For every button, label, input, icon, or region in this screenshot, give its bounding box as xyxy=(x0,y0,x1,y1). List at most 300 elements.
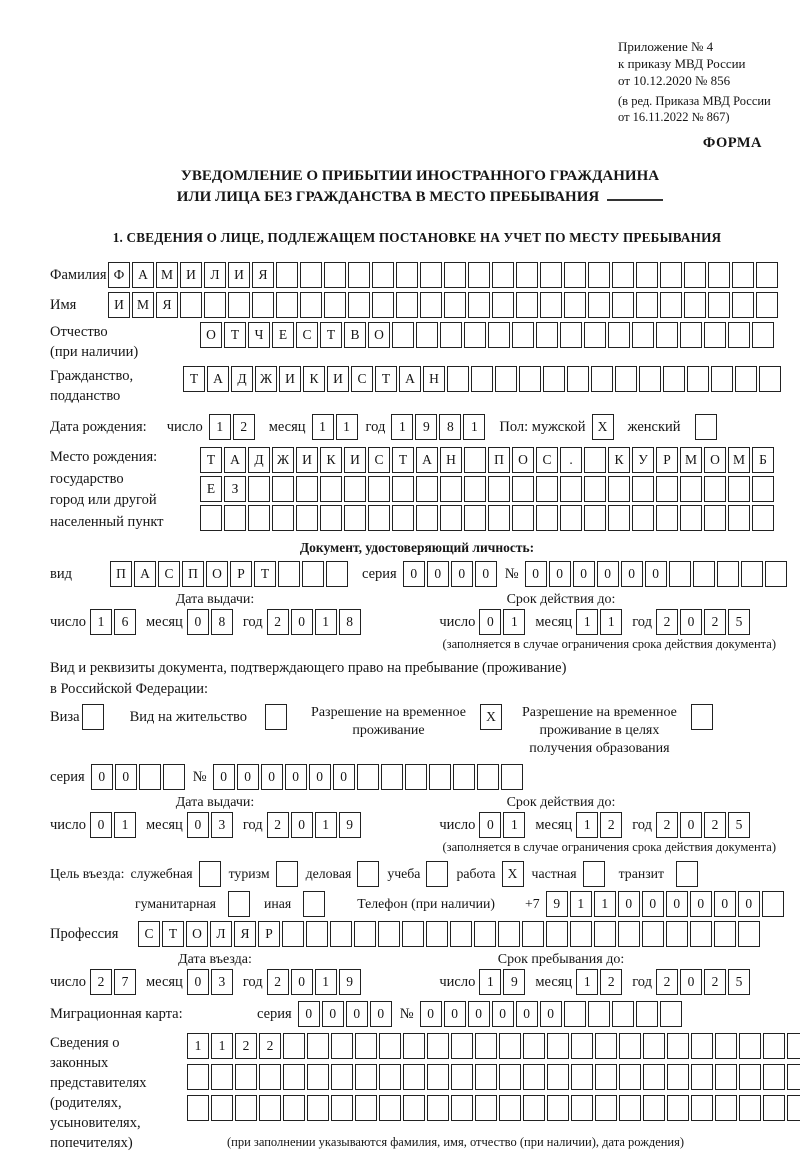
name-cell[interactable] xyxy=(204,292,226,318)
birth-month-cell[interactable]: 1 xyxy=(312,414,334,440)
migcard-number-cell[interactable]: 0 xyxy=(540,1001,562,1027)
representatives-cell[interactable] xyxy=(691,1064,713,1090)
iddoc-type-cell[interactable]: П xyxy=(182,561,204,587)
representatives-cell[interactable] xyxy=(547,1095,569,1121)
surname-cell[interactable] xyxy=(516,262,538,288)
profession-cell[interactable] xyxy=(714,921,736,947)
entry-month-cell[interactable]: 3 xyxy=(211,969,233,995)
birthplace-cell[interactable]: М xyxy=(680,447,702,473)
patronymic-cell[interactable] xyxy=(704,322,726,348)
birthplace-cell[interactable]: У xyxy=(632,447,654,473)
surname-cell[interactable] xyxy=(420,262,442,288)
iddoc-valid-day-cell[interactable]: 0 xyxy=(479,609,501,635)
sex-male-checkbox-cell[interactable]: X xyxy=(592,414,614,440)
iddoc-series-cell[interactable]: 0 xyxy=(427,561,449,587)
migcard-number-cell[interactable]: 0 xyxy=(444,1001,466,1027)
surname-cell[interactable]: И xyxy=(228,262,250,288)
visa-checkbox-cell[interactable] xyxy=(82,704,104,730)
surname-cell[interactable] xyxy=(660,262,682,288)
stay-month-cell[interactable]: 2 xyxy=(600,969,622,995)
permit-number-cell[interactable]: 0 xyxy=(213,764,235,790)
representatives-cell[interactable] xyxy=(571,1064,593,1090)
permit-issue-year-cell[interactable]: 2 xyxy=(267,812,289,838)
representatives-cell[interactable]: 1 xyxy=(211,1033,233,1059)
iddoc-type-cell[interactable]: П xyxy=(110,561,132,587)
birthplace-cell[interactable]: Н xyxy=(440,447,462,473)
surname-cell[interactable] xyxy=(324,262,346,288)
representatives-cell[interactable] xyxy=(739,1095,761,1121)
permit-number-cell[interactable] xyxy=(501,764,523,790)
migcard-series-cell[interactable]: 0 xyxy=(298,1001,320,1027)
birth-day-cell[interactable]: 2 xyxy=(233,414,255,440)
purpose-other-checkbox-cell[interactable] xyxy=(303,891,325,917)
profession-cell[interactable] xyxy=(306,921,328,947)
purpose-transit-checkbox-cell[interactable] xyxy=(676,861,698,887)
residence-checkbox-cell[interactable] xyxy=(265,704,287,730)
citizenship-cell[interactable] xyxy=(495,366,517,392)
birthplace-cell[interactable] xyxy=(728,476,750,502)
representatives-cell[interactable] xyxy=(379,1033,401,1059)
purpose-official-checkbox-cell[interactable] xyxy=(199,861,221,887)
representatives-cell[interactable] xyxy=(211,1095,233,1121)
permit-issue-day-cell[interactable]: 0 xyxy=(90,812,112,838)
surname-cell[interactable] xyxy=(756,262,778,288)
representatives-cell[interactable] xyxy=(379,1095,401,1121)
representatives-cell[interactable] xyxy=(715,1095,737,1121)
birthplace-cell[interactable] xyxy=(584,447,606,473)
representatives-cell[interactable] xyxy=(715,1033,737,1059)
iddoc-number-cell[interactable]: 0 xyxy=(597,561,619,587)
patronymic-cell[interactable] xyxy=(488,322,510,348)
profession-cell[interactable] xyxy=(570,921,592,947)
representatives-cell[interactable] xyxy=(763,1033,785,1059)
birthplace-cell[interactable]: И xyxy=(344,447,366,473)
profession-cell[interactable] xyxy=(426,921,448,947)
birthplace-cell[interactable] xyxy=(464,476,486,502)
representatives-cell[interactable] xyxy=(595,1095,617,1121)
citizenship-cell[interactable] xyxy=(687,366,709,392)
representatives-cell[interactable] xyxy=(595,1033,617,1059)
surname-cell[interactable] xyxy=(300,262,322,288)
migcard-series-cell[interactable]: 0 xyxy=(346,1001,368,1027)
representatives-cell[interactable] xyxy=(523,1033,545,1059)
permit-valid-month-cell[interactable]: 1 xyxy=(576,812,598,838)
birthplace-cell[interactable]: С xyxy=(368,447,390,473)
entry-day-cell[interactable]: 7 xyxy=(114,969,136,995)
permit-issue-year-cell[interactable]: 0 xyxy=(291,812,313,838)
birthplace-cell[interactable] xyxy=(368,505,390,531)
permit-number-cell[interactable]: 0 xyxy=(333,764,355,790)
name-cell[interactable] xyxy=(612,292,634,318)
birthplace-cell[interactable]: З xyxy=(224,476,246,502)
birthplace-cell[interactable] xyxy=(656,505,678,531)
name-cell[interactable] xyxy=(588,292,610,318)
birthplace-cell[interactable] xyxy=(200,505,222,531)
phone-cell[interactable]: 9 xyxy=(546,891,568,917)
representatives-cell[interactable] xyxy=(523,1095,545,1121)
phone-cell[interactable]: 0 xyxy=(690,891,712,917)
profession-cell[interactable] xyxy=(618,921,640,947)
iddoc-number-cell[interactable] xyxy=(669,561,691,587)
citizenship-cell[interactable]: Н xyxy=(423,366,445,392)
iddoc-type-cell[interactable]: О xyxy=(206,561,228,587)
representatives-cell[interactable] xyxy=(475,1095,497,1121)
iddoc-series-cell[interactable]: 0 xyxy=(475,561,497,587)
birthplace-cell[interactable] xyxy=(464,447,486,473)
birthplace-cell[interactable]: Б xyxy=(752,447,774,473)
name-cell[interactable] xyxy=(636,292,658,318)
birthplace-cell[interactable] xyxy=(560,476,582,502)
citizenship-cell[interactable]: К xyxy=(303,366,325,392)
representatives-cell[interactable] xyxy=(667,1033,689,1059)
citizenship-cell[interactable] xyxy=(519,366,541,392)
migcard-number-cell[interactable] xyxy=(612,1001,634,1027)
birthplace-cell[interactable] xyxy=(296,505,318,531)
iddoc-series-cell[interactable]: 0 xyxy=(451,561,473,587)
patronymic-cell[interactable] xyxy=(632,322,654,348)
representatives-cell[interactable] xyxy=(787,1064,800,1090)
patronymic-cell[interactable] xyxy=(584,322,606,348)
birthplace-cell[interactable] xyxy=(680,505,702,531)
migcard-number-cell[interactable] xyxy=(588,1001,610,1027)
birthplace-cell[interactable]: Е xyxy=(200,476,222,502)
purpose-private-checkbox-cell[interactable] xyxy=(583,861,605,887)
representatives-cell[interactable] xyxy=(187,1095,209,1121)
patronymic-cell[interactable] xyxy=(728,322,750,348)
birthplace-cell[interactable] xyxy=(296,476,318,502)
surname-cell[interactable] xyxy=(684,262,706,288)
permit-series-cell[interactable] xyxy=(139,764,161,790)
permit-number-cell[interactable] xyxy=(357,764,379,790)
birthplace-cell[interactable] xyxy=(368,476,390,502)
representatives-cell[interactable] xyxy=(307,1064,329,1090)
purpose-tourism-checkbox-cell[interactable] xyxy=(276,861,298,887)
birthplace-cell[interactable] xyxy=(272,505,294,531)
surname-cell[interactable] xyxy=(468,262,490,288)
birthplace-cell[interactable] xyxy=(440,476,462,502)
name-cell[interactable] xyxy=(276,292,298,318)
migcard-number-cell[interactable]: 0 xyxy=(420,1001,442,1027)
representatives-cell[interactable] xyxy=(571,1095,593,1121)
representatives-cell[interactable] xyxy=(643,1095,665,1121)
representatives-cell[interactable] xyxy=(475,1033,497,1059)
birthplace-cell[interactable] xyxy=(752,505,774,531)
stay-year-cell[interactable]: 5 xyxy=(728,969,750,995)
birthplace-cell[interactable] xyxy=(584,505,606,531)
surname-cell[interactable] xyxy=(564,262,586,288)
profession-cell[interactable] xyxy=(474,921,496,947)
representatives-cell[interactable] xyxy=(403,1095,425,1121)
profession-cell[interactable] xyxy=(282,921,304,947)
birth-year-cell[interactable]: 1 xyxy=(463,414,485,440)
patronymic-cell[interactable]: В xyxy=(344,322,366,348)
representatives-cell[interactable] xyxy=(307,1095,329,1121)
profession-cell[interactable] xyxy=(330,921,352,947)
name-cell[interactable] xyxy=(660,292,682,318)
iddoc-series-cell[interactable]: 0 xyxy=(403,561,425,587)
stay-year-cell[interactable]: 0 xyxy=(680,969,702,995)
representatives-cell[interactable] xyxy=(547,1064,569,1090)
birthplace-cell[interactable] xyxy=(272,476,294,502)
iddoc-number-cell[interactable]: 0 xyxy=(645,561,667,587)
name-cell[interactable] xyxy=(228,292,250,318)
migcard-series-cell[interactable]: 0 xyxy=(370,1001,392,1027)
entry-year-cell[interactable]: 0 xyxy=(291,969,313,995)
iddoc-number-cell[interactable] xyxy=(717,561,739,587)
citizenship-cell[interactable]: А xyxy=(399,366,421,392)
name-cell[interactable] xyxy=(732,292,754,318)
representatives-cell[interactable] xyxy=(403,1033,425,1059)
citizenship-cell[interactable]: Д xyxy=(231,366,253,392)
patronymic-cell[interactable] xyxy=(656,322,678,348)
birthplace-cell[interactable] xyxy=(752,476,774,502)
permit-valid-month-cell[interactable]: 2 xyxy=(600,812,622,838)
profession-cell[interactable] xyxy=(450,921,472,947)
birthplace-cell[interactable] xyxy=(416,505,438,531)
permit-issue-year-cell[interactable]: 9 xyxy=(339,812,361,838)
profession-cell[interactable] xyxy=(642,921,664,947)
profession-cell[interactable]: С xyxy=(138,921,160,947)
entry-year-cell[interactable]: 1 xyxy=(315,969,337,995)
representatives-cell[interactable] xyxy=(283,1033,305,1059)
entry-month-cell[interactable]: 0 xyxy=(187,969,209,995)
patronymic-cell[interactable]: С xyxy=(296,322,318,348)
surname-cell[interactable] xyxy=(732,262,754,288)
birthplace-cell[interactable]: Т xyxy=(200,447,222,473)
representatives-cell[interactable] xyxy=(691,1095,713,1121)
birthplace-cell[interactable]: С xyxy=(536,447,558,473)
surname-cell[interactable] xyxy=(588,262,610,288)
citizenship-cell[interactable] xyxy=(591,366,613,392)
stay-day-cell[interactable]: 9 xyxy=(503,969,525,995)
birthplace-cell[interactable]: И xyxy=(296,447,318,473)
citizenship-cell[interactable] xyxy=(447,366,469,392)
permit-issue-month-cell[interactable]: 3 xyxy=(211,812,233,838)
representatives-cell[interactable] xyxy=(331,1033,353,1059)
permit-valid-year-cell[interactable]: 5 xyxy=(728,812,750,838)
birthplace-cell[interactable]: А xyxy=(224,447,246,473)
birthplace-cell[interactable] xyxy=(392,476,414,502)
birthplace-cell[interactable] xyxy=(632,476,654,502)
surname-cell[interactable]: А xyxy=(132,262,154,288)
permit-number-cell[interactable]: 0 xyxy=(309,764,331,790)
birthplace-cell[interactable]: О xyxy=(704,447,726,473)
surname-cell[interactable]: М xyxy=(156,262,178,288)
birthplace-cell[interactable] xyxy=(344,505,366,531)
representatives-cell[interactable] xyxy=(619,1033,641,1059)
surname-cell[interactable]: И xyxy=(180,262,202,288)
citizenship-cell[interactable] xyxy=(471,366,493,392)
migcard-series-cell[interactable]: 0 xyxy=(322,1001,344,1027)
birthplace-cell[interactable] xyxy=(248,476,270,502)
representatives-cell[interactable] xyxy=(643,1033,665,1059)
name-cell[interactable] xyxy=(756,292,778,318)
iddoc-type-cell[interactable]: А xyxy=(134,561,156,587)
iddoc-number-cell[interactable]: 0 xyxy=(549,561,571,587)
iddoc-valid-day-cell[interactable]: 1 xyxy=(503,609,525,635)
profession-cell[interactable]: Я xyxy=(234,921,256,947)
purpose-study-checkbox-cell[interactable] xyxy=(426,861,448,887)
birthplace-cell[interactable] xyxy=(536,476,558,502)
phone-cell[interactable]: 0 xyxy=(642,891,664,917)
birthplace-cell[interactable] xyxy=(512,505,534,531)
birthplace-cell[interactable] xyxy=(632,505,654,531)
representatives-cell[interactable] xyxy=(787,1095,800,1121)
profession-cell[interactable] xyxy=(666,921,688,947)
birthplace-cell[interactable]: К xyxy=(608,447,630,473)
surname-cell[interactable] xyxy=(540,262,562,288)
surname-cell[interactable] xyxy=(708,262,730,288)
iddoc-number-cell[interactable] xyxy=(693,561,715,587)
profession-cell[interactable] xyxy=(354,921,376,947)
birthplace-cell[interactable] xyxy=(656,476,678,502)
representatives-cell[interactable] xyxy=(739,1064,761,1090)
name-cell[interactable] xyxy=(372,292,394,318)
birth-year-cell[interactable]: 8 xyxy=(439,414,461,440)
birthplace-cell[interactable] xyxy=(536,505,558,531)
iddoc-type-cell[interactable]: Т xyxy=(254,561,276,587)
representatives-cell[interactable] xyxy=(451,1064,473,1090)
patronymic-cell[interactable]: Ч xyxy=(248,322,270,348)
representatives-cell[interactable] xyxy=(355,1095,377,1121)
name-cell[interactable] xyxy=(708,292,730,318)
temp-edu-checkbox-cell[interactable] xyxy=(691,704,713,730)
representatives-cell[interactable] xyxy=(355,1033,377,1059)
profession-cell[interactable] xyxy=(738,921,760,947)
name-cell[interactable] xyxy=(420,292,442,318)
permit-number-cell[interactable] xyxy=(405,764,427,790)
representatives-cell[interactable] xyxy=(331,1064,353,1090)
birthplace-cell[interactable] xyxy=(440,505,462,531)
name-cell[interactable]: М xyxy=(132,292,154,318)
birth-year-cell[interactable]: 1 xyxy=(391,414,413,440)
birthplace-cell[interactable] xyxy=(392,505,414,531)
patronymic-cell[interactable] xyxy=(512,322,534,348)
profession-cell[interactable]: Т xyxy=(162,921,184,947)
representatives-cell[interactable]: 2 xyxy=(235,1033,257,1059)
patronymic-cell[interactable]: Т xyxy=(224,322,246,348)
purpose-business-checkbox-cell[interactable] xyxy=(357,861,379,887)
representatives-cell[interactable] xyxy=(523,1064,545,1090)
iddoc-valid-year-cell[interactable]: 5 xyxy=(728,609,750,635)
patronymic-cell[interactable] xyxy=(608,322,630,348)
surname-cell[interactable]: Л xyxy=(204,262,226,288)
iddoc-type-cell[interactable]: С xyxy=(158,561,180,587)
representatives-cell[interactable] xyxy=(283,1064,305,1090)
name-cell[interactable] xyxy=(348,292,370,318)
representatives-cell[interactable] xyxy=(307,1033,329,1059)
profession-cell[interactable] xyxy=(690,921,712,947)
patronymic-cell[interactable] xyxy=(536,322,558,348)
birthplace-cell[interactable] xyxy=(416,476,438,502)
representatives-cell[interactable]: 1 xyxy=(187,1033,209,1059)
representatives-cell[interactable] xyxy=(739,1033,761,1059)
migcard-number-cell[interactable]: 0 xyxy=(492,1001,514,1027)
migcard-number-cell[interactable] xyxy=(636,1001,658,1027)
citizenship-cell[interactable] xyxy=(615,366,637,392)
citizenship-cell[interactable] xyxy=(663,366,685,392)
iddoc-issue-day-cell[interactable]: 6 xyxy=(114,609,136,635)
surname-cell[interactable] xyxy=(276,262,298,288)
citizenship-cell[interactable]: И xyxy=(327,366,349,392)
name-cell[interactable] xyxy=(492,292,514,318)
birthplace-cell[interactable]: П xyxy=(488,447,510,473)
stay-year-cell[interactable]: 2 xyxy=(704,969,726,995)
profession-cell[interactable] xyxy=(498,921,520,947)
citizenship-cell[interactable]: Ж xyxy=(255,366,277,392)
birthplace-cell[interactable] xyxy=(608,505,630,531)
patronymic-cell[interactable] xyxy=(560,322,582,348)
birthplace-cell[interactable] xyxy=(608,476,630,502)
entry-year-cell[interactable]: 9 xyxy=(339,969,361,995)
representatives-cell[interactable] xyxy=(499,1033,521,1059)
representatives-cell[interactable] xyxy=(691,1033,713,1059)
surname-cell[interactable] xyxy=(492,262,514,288)
profession-cell[interactable]: О xyxy=(186,921,208,947)
name-cell[interactable] xyxy=(516,292,538,318)
patronymic-cell[interactable] xyxy=(440,322,462,348)
patronymic-cell[interactable] xyxy=(464,322,486,348)
name-cell[interactable] xyxy=(396,292,418,318)
birthplace-cell[interactable] xyxy=(680,476,702,502)
iddoc-number-cell[interactable]: 0 xyxy=(573,561,595,587)
representatives-cell[interactable] xyxy=(451,1095,473,1121)
iddoc-issue-month-cell[interactable]: 8 xyxy=(211,609,233,635)
representatives-cell[interactable] xyxy=(643,1064,665,1090)
birthplace-cell[interactable]: М xyxy=(728,447,750,473)
name-cell[interactable] xyxy=(180,292,202,318)
representatives-cell[interactable] xyxy=(499,1064,521,1090)
representatives-cell[interactable] xyxy=(331,1095,353,1121)
birthplace-cell[interactable]: Д xyxy=(248,447,270,473)
citizenship-cell[interactable]: И xyxy=(279,366,301,392)
representatives-cell[interactable] xyxy=(667,1095,689,1121)
patronymic-cell[interactable]: О xyxy=(200,322,222,348)
phone-cell[interactable]: 1 xyxy=(594,891,616,917)
iddoc-issue-month-cell[interactable]: 0 xyxy=(187,609,209,635)
name-cell[interactable] xyxy=(468,292,490,318)
entry-year-cell[interactable]: 2 xyxy=(267,969,289,995)
representatives-cell[interactable] xyxy=(379,1064,401,1090)
permit-issue-day-cell[interactable]: 1 xyxy=(114,812,136,838)
citizenship-cell[interactable]: Т xyxy=(183,366,205,392)
permit-issue-month-cell[interactable]: 0 xyxy=(187,812,209,838)
patronymic-cell[interactable] xyxy=(416,322,438,348)
permit-valid-day-cell[interactable]: 1 xyxy=(503,812,525,838)
citizenship-cell[interactable]: А xyxy=(207,366,229,392)
permit-number-cell[interactable]: 0 xyxy=(285,764,307,790)
iddoc-type-cell[interactable] xyxy=(326,561,348,587)
citizenship-cell[interactable] xyxy=(543,366,565,392)
iddoc-issue-year-cell[interactable]: 8 xyxy=(339,609,361,635)
birthplace-cell[interactable] xyxy=(704,476,726,502)
stay-day-cell[interactable]: 1 xyxy=(479,969,501,995)
profession-cell[interactable] xyxy=(594,921,616,947)
entry-day-cell[interactable]: 2 xyxy=(90,969,112,995)
birthplace-cell[interactable]: Т xyxy=(392,447,414,473)
patronymic-cell[interactable] xyxy=(752,322,774,348)
profession-cell[interactable] xyxy=(378,921,400,947)
representatives-cell[interactable] xyxy=(235,1095,257,1121)
iddoc-number-cell[interactable]: 0 xyxy=(525,561,547,587)
iddoc-issue-year-cell[interactable]: 1 xyxy=(315,609,337,635)
representatives-cell[interactable] xyxy=(571,1033,593,1059)
representatives-cell[interactable] xyxy=(187,1064,209,1090)
profession-cell[interactable] xyxy=(522,921,544,947)
patronymic-cell[interactable]: О xyxy=(368,322,390,348)
profession-cell[interactable]: Р xyxy=(258,921,280,947)
surname-cell[interactable] xyxy=(396,262,418,288)
